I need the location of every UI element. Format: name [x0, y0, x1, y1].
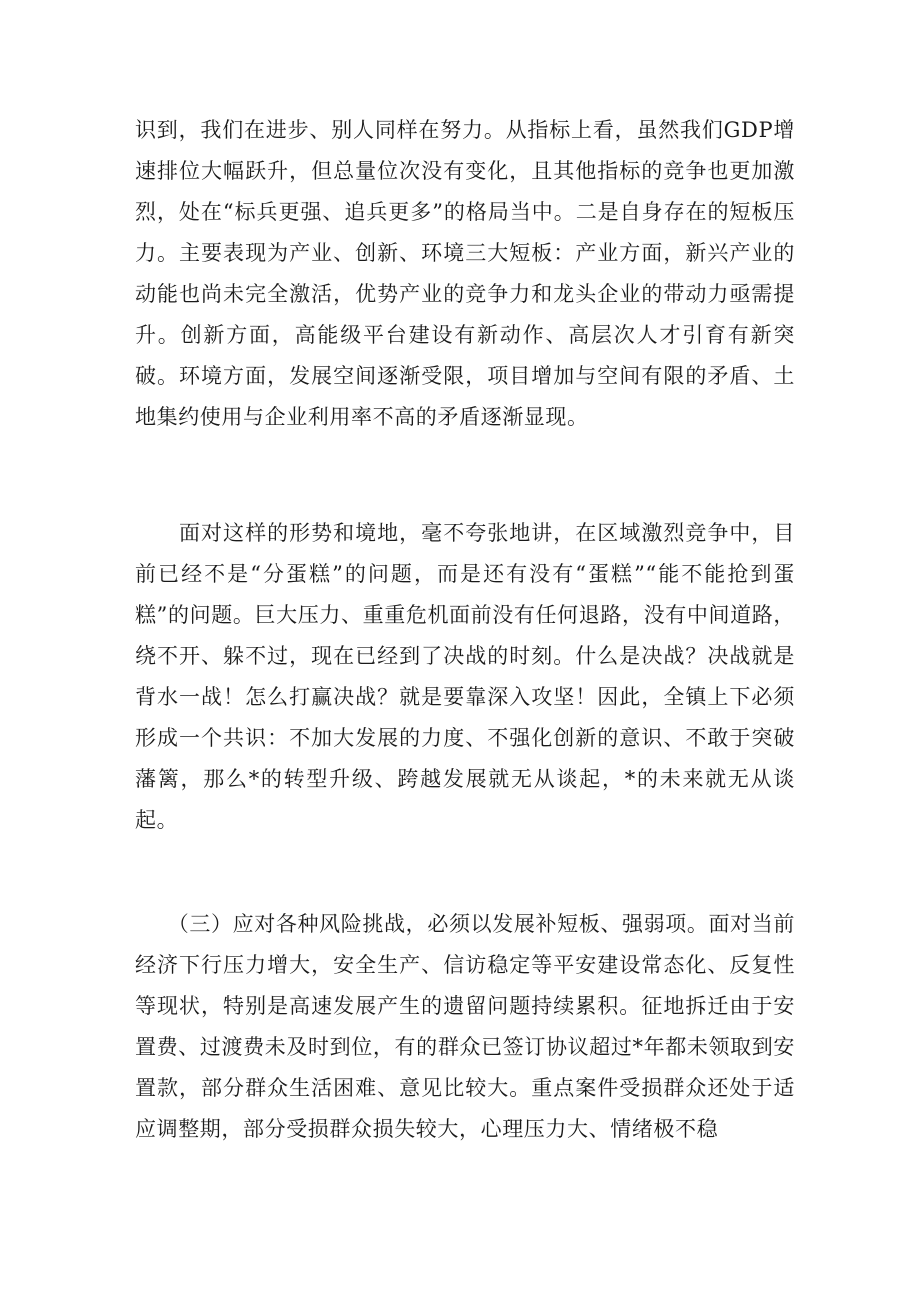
body-paragraph-1: 识到，我们在进步、别人同样在努力。从指标上看，虽然我们GDP增速排位大幅跃升，但总量位次没有变化，且其他指标的竞争也更加激烈，处在“标兵更强、追兵更多”的格局当中。二是自身存在的短板压力。主要表现为产业、创新、环境三大短板：产业方面，新兴产业的动能也尚未完全激活，优势产业的竞争力和龙头企业的带动力亟需提升。创新方面，高能级平台建设有新动作、高层次人才引育有新突破。环境方面，发展空间逐渐受限，项目增加与空间有限的矛盾、土地集约使用与企业利用率不高的矛盾逐渐显现。 — [135, 118, 795, 429]
body-paragraph-3: （三）应对各种风险挑战，必须以发展补短板、强弱项。面对当前经济下行压力增大，安全生产、信访稳定等平安建设常态化、反复性等现状，特别是高速发展产生的遗留问题持续累积。征地拆迁由于安置费、过渡费未及时到位，有的群众已签订协议超过*年都未领取到安置款，部分群众生活困难、意见比较大。重点案件受损群众还处于适应调整期，部分受损群众损失较大，心理压力大、情绪极不稳 — [135, 912, 795, 1141]
body-paragraph-2: 面对这样的形势和境地，毫不夸张地讲，在区域激烈竞争中，目前已经不是“分蛋糕”的问题，而是还有没有“蛋糕”“能不能抢到蛋糕”的问题。巨大压力、重重危机面前没有任何退路，没有中间道路，绕不开、躲不过，现在已经到了决战的时刻。什么是决战？决战就是背水一战！怎么打赢决战？就是要靠深入攻坚！因此，全镇上下必须形成一个共识：不加大发展的力度、不强化创新的意识、不敢于突破藩篱，那么*的转型升级、跨越发展就无从谈起，*的未来就无从谈起。 — [135, 521, 795, 832]
